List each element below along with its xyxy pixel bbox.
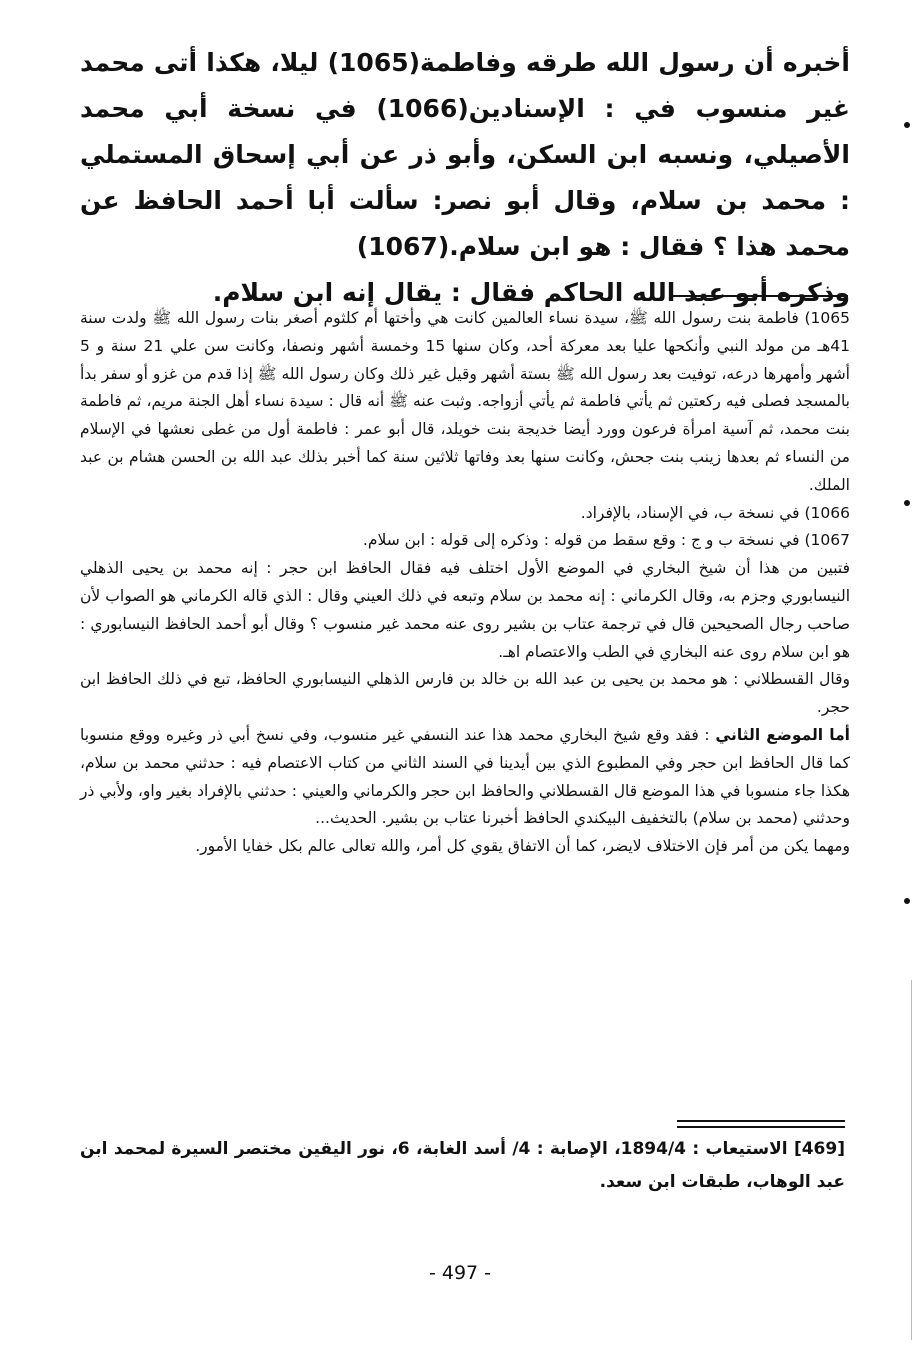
footnote-1067-para-3 xyxy=(80,722,850,833)
page-number: - 497 - xyxy=(428,1262,492,1284)
footnote-text: فاطمة بنت رسول الله ﷺ، سيدة نساء العالمين كانت هي وأختها أم كلثوم أصغر بنات رسول الله ﷺ ولدت سنة 41هـ من مولد النبي وأنكحها عليا بعد معركة أحد، وكان سنها 15 وخمسة أشهر ونصفا، وكانت سن علي 21 سنة و 5 أشهر وأمهرها درعه، توفيت بعد رسول الله ﷺ بستة أشهر وقيل غير ذلك وكان رسول الله ﷺ إذا قدم من غزو أو سفر بدأ بالمسجد فصلى فيه ركعتين ثم يأتي فاطمة ثم يأتي أزواجه. وثبت عنه ﷺ أنه قال : سيدة نساء أهل الجنة مريم، ثم فاطمة بنت محمد، ثم آسية امرأة فرعون وورد أيضا خديجة بنت خويلد، قال أبو عمر : فاطمة أول من غطى نعشها في الإسلام من النساء ثم بعدها زينب بنت جحش، وكانت سنها بعد وفاتها ثلاثين سنة كما أخبر بذلك عبد الله بن الحسن هشام بن عبد الملك. xyxy=(80,309,850,494)
footnote-1067 xyxy=(80,527,850,555)
main-text xyxy=(80,40,850,316)
margin-mark xyxy=(904,500,910,506)
main-paragraph-1: أخبره أن رسول الله طرقه وفاطمة(1065) ليلا، هكذا أتى محمد غير منسوب في : الإسنادين(1066) في نسخة أبي محمد الأصيلي، ونسبه ابن السكن، وأبو ذر عن أبي إسحاق المستملي : محمد بن سلام، وقال أبو نصر: سألت أبا أحمد الحافظ عن محمد هذا ؟ فقال : هو ابن سلام.(1067) xyxy=(80,48,850,261)
references xyxy=(80,1133,845,1199)
footnote-1067-para-3-text: : فقد وقع شيخ البخاري محمد هذا عند النسفي غير منسوب، وفي نسخ أبي ذر وغيره ووقع منسوبا كما قال الحافظ ابن حجر وفي المطبوع الذي بين أيدينا في السند الثاني من كتاب الاعتصام فيه : حدثني محمد بن سلام، هكذا جاء منسوبا في هذا الموضع قال القسطلاني والحافظ ابن حجر والكرماني والعيني : حدثني بالإفراد بغير واو، ولأبي ذر وحدثني (محمد بن سلام) بالتخفيف البيكندي الحافظ أخبرنا عتاب بن بشير. الحديث... xyxy=(80,725,850,828)
footnote-1067-heading: أما الموضع الثاني xyxy=(715,725,850,744)
scan-edge-line xyxy=(911,980,912,1340)
footnote-1066 xyxy=(80,500,850,528)
references-separator-bottom xyxy=(677,1126,845,1128)
footnote-number: 1065) xyxy=(804,309,850,327)
footnotes xyxy=(80,305,850,861)
main-paragraph-2: وذكره أبو عبد الله الحاكم فقال : يقال إنه ابن سلام. xyxy=(212,278,850,307)
footnote-number: 1067) xyxy=(804,531,850,550)
footnote-text: في نسخة ب، في الإسناد، بالإفراد. xyxy=(580,503,800,522)
footnote-separator xyxy=(670,295,848,297)
references-separator-top xyxy=(677,1120,845,1122)
footnote-text: في نسخة ب و ج : وقع سقط من قوله : وذكره إلى قوله : ابن سلام. xyxy=(362,531,800,550)
footnote-1067-para-2: وقال القسطلاني : هو محمد بن يحيى بن عبد الله بن خالد بن فارس الذهلي النيسابوري الحافظ، تبع في ذلك الحافظ ابن حجر. xyxy=(80,670,850,717)
footnote-1067-para-4: ومهما يكن من أمر فإن الاختلاف لايضر، كما أن الاتفاق يقوي كل أمر، والله تعالى عالم بكل خفايا الأمور. xyxy=(195,837,850,856)
footnote-1067-para-1: فتبين من هذا أن شيخ البخاري في الموضع الأول اختلف فيه فقال الحافظ ابن حجر : إنه محمد بن يحيى الذهلي النيسابوري وجزم به، وقال الكرماني : إنه محمد بن سلام وتبعه في ذلك العيني وقال : الذي قاله الكرماني هو الصواب لأن صاحب رجال الصحيحين قال في ترجمة عتاب بن بشير روى عنه محمد غير منسوب ؟ وقال أبو أحمد الحافظ النيسابوري : هو ابن سلام روى عنه البخاري في الطب والاعتصام اهـ. xyxy=(80,559,850,661)
margin-mark xyxy=(904,122,910,128)
footnote-number: 1066) xyxy=(804,503,850,522)
footnote-1065 xyxy=(80,305,850,500)
margin-mark xyxy=(904,898,910,904)
references-text: [469] الاستيعاب : 1894/4، الإصابة : 4/ أسد الغابة، 6، نور اليقين مختصر السيرة لمحمد ابن عبد الوهاب، طبقات ابن سعد. xyxy=(80,1139,845,1192)
